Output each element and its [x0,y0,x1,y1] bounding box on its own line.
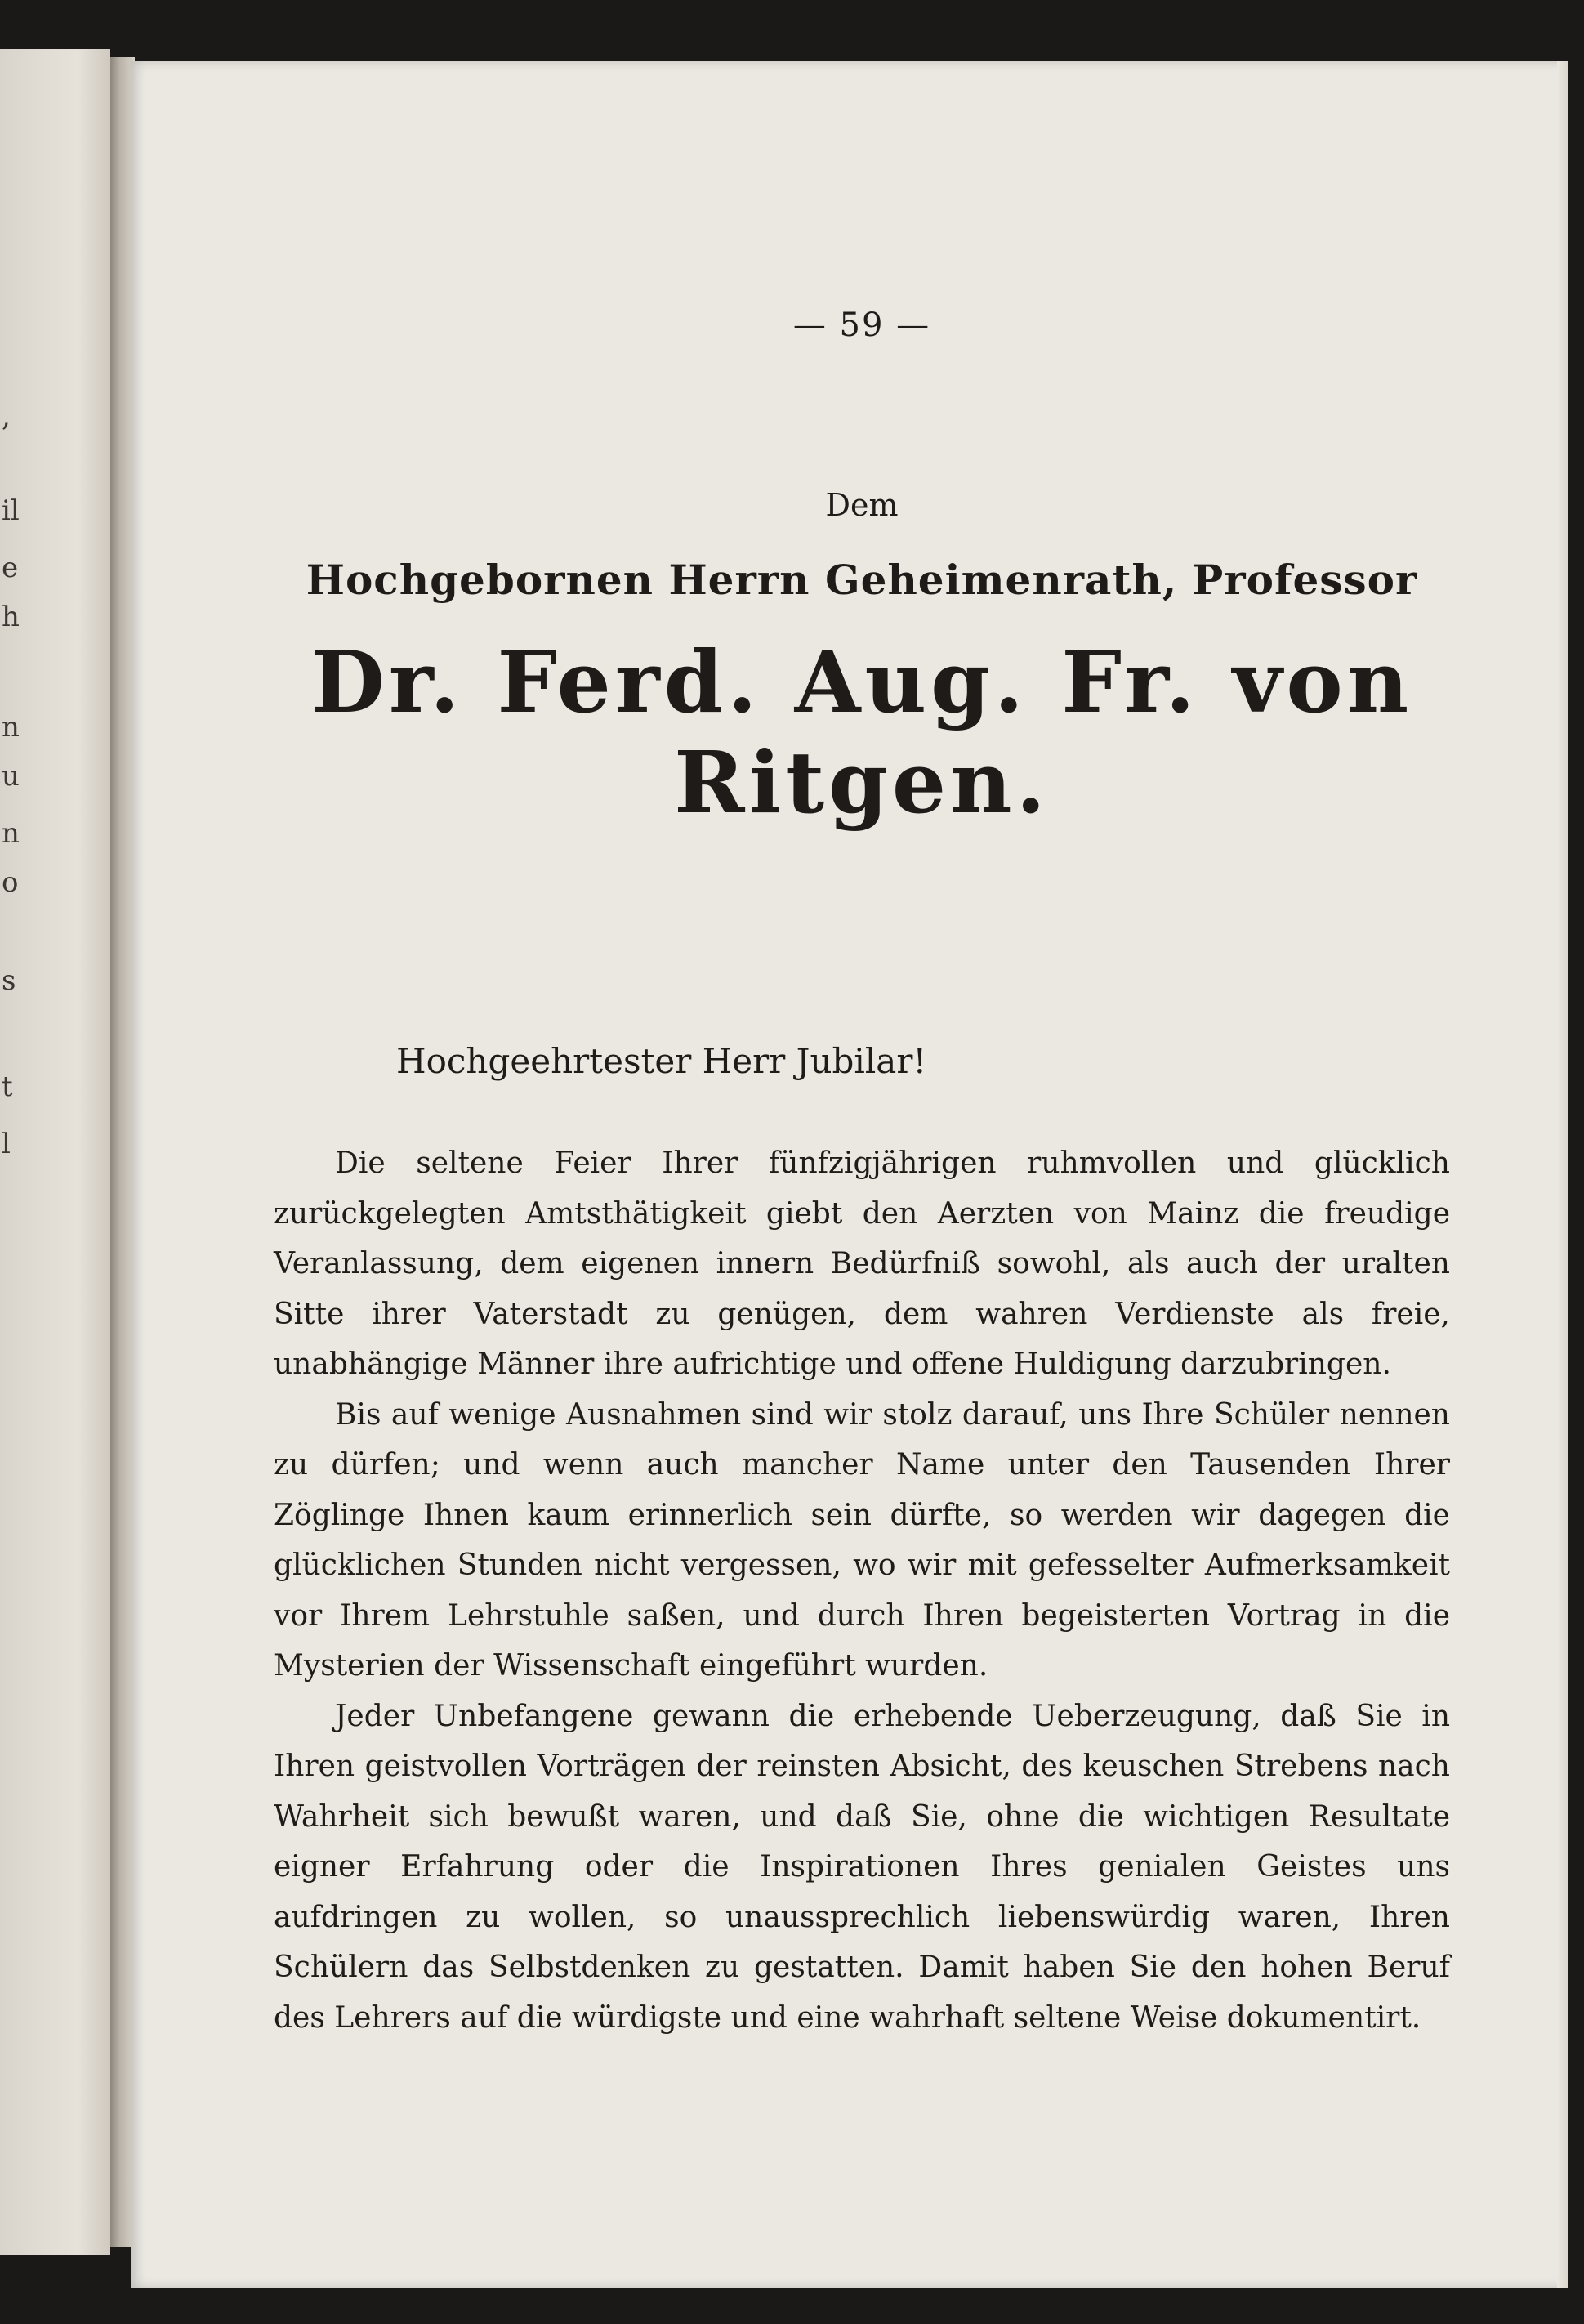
left-page-fragment: o [2,866,19,899]
honoree-name: Dr. Ferd. Aug. Fr. von Ritgen. [310,632,1413,833]
body-paragraph: Die seltene Feier Ihrer fünfzigjährigen ruhmvollen und glücklich zurückgelegten Amtsthätigkeit giebt den Aerzten von Mainz die freudige Veranlassung, dem eigenen innern Bedürfniß sowohl, als auch der uralten Sitte ihrer Vaterstadt zu genügen, dem wahren Verdienste als freie, unabhängige Männer ihre aufrichtige und offene Huldigung darzubringen. [274,1146,1450,1381]
page-edge-shadow [1557,61,1568,2288]
left-page-fragment: il [2,494,20,527]
left-page-fragment: , [2,400,11,433]
page-number: — 59 — [792,306,931,344]
left-page-edge [0,49,110,2255]
salutation: Hochgeehrtester Herr Jubilar! [396,1041,927,1081]
left-page-fragment: h [2,601,20,633]
page-content [274,306,1450,2043]
left-page-fragment: n [2,711,20,744]
body-paragraph: Bis auf wenige Ausnahmen sind wir stolz darauf, uns Ihre Schüler nennen zu dürfen; und wenn auch mancher Name unter den Tausenden Ihrer Zöglinge Ihnen kaum erinnerlich sein dürfte, so werden wir dagegen die glücklichen Stunden nicht vergessen, wo wir mit gefesselter Aufmerksamkeit vor Ihrem Lehrstuhle saßen, und durch Ihren begeisterten Vortrag in die Mysterien der Wissenschaft eingeführt wurden. [274,1397,1450,1683]
left-page-fragment: l [2,1128,11,1160]
left-page-fragment: s [2,964,16,997]
address-line: Hochgebornen Herrn Geheimenrath, Professor [306,556,1418,604]
body-paragraph: Jeder Unbefangene gewann die erhebende Ueberzeugung, daß Sie in Ihren geistvollen Vorträgen der reinsten Absicht, des keuschen Strebens nach Wahrheit sich bewußt waren, und daß Sie, ohne die wichtigen Resultate eigner Erfahrung oder die Inspirationen Ihres genialen Geistes uns aufdringen zu wollen, so unaussprechlich liebenswürdig waren, Ihren Schülern das Selbstdenken zu gestatten. Damit haben Sie den hohen Beruf des Lehrers auf die würdigste und eine wahrhaft seltene Weise dokumentirt. [274,1699,1450,2035]
left-page-fragment: u [2,760,20,793]
left-page-fragment: n [2,817,20,850]
left-page-fragment: t [2,1070,13,1103]
dedication-line: Dem [825,487,899,523]
book-page [131,61,1568,2288]
left-page-fragment: e [2,552,19,584]
